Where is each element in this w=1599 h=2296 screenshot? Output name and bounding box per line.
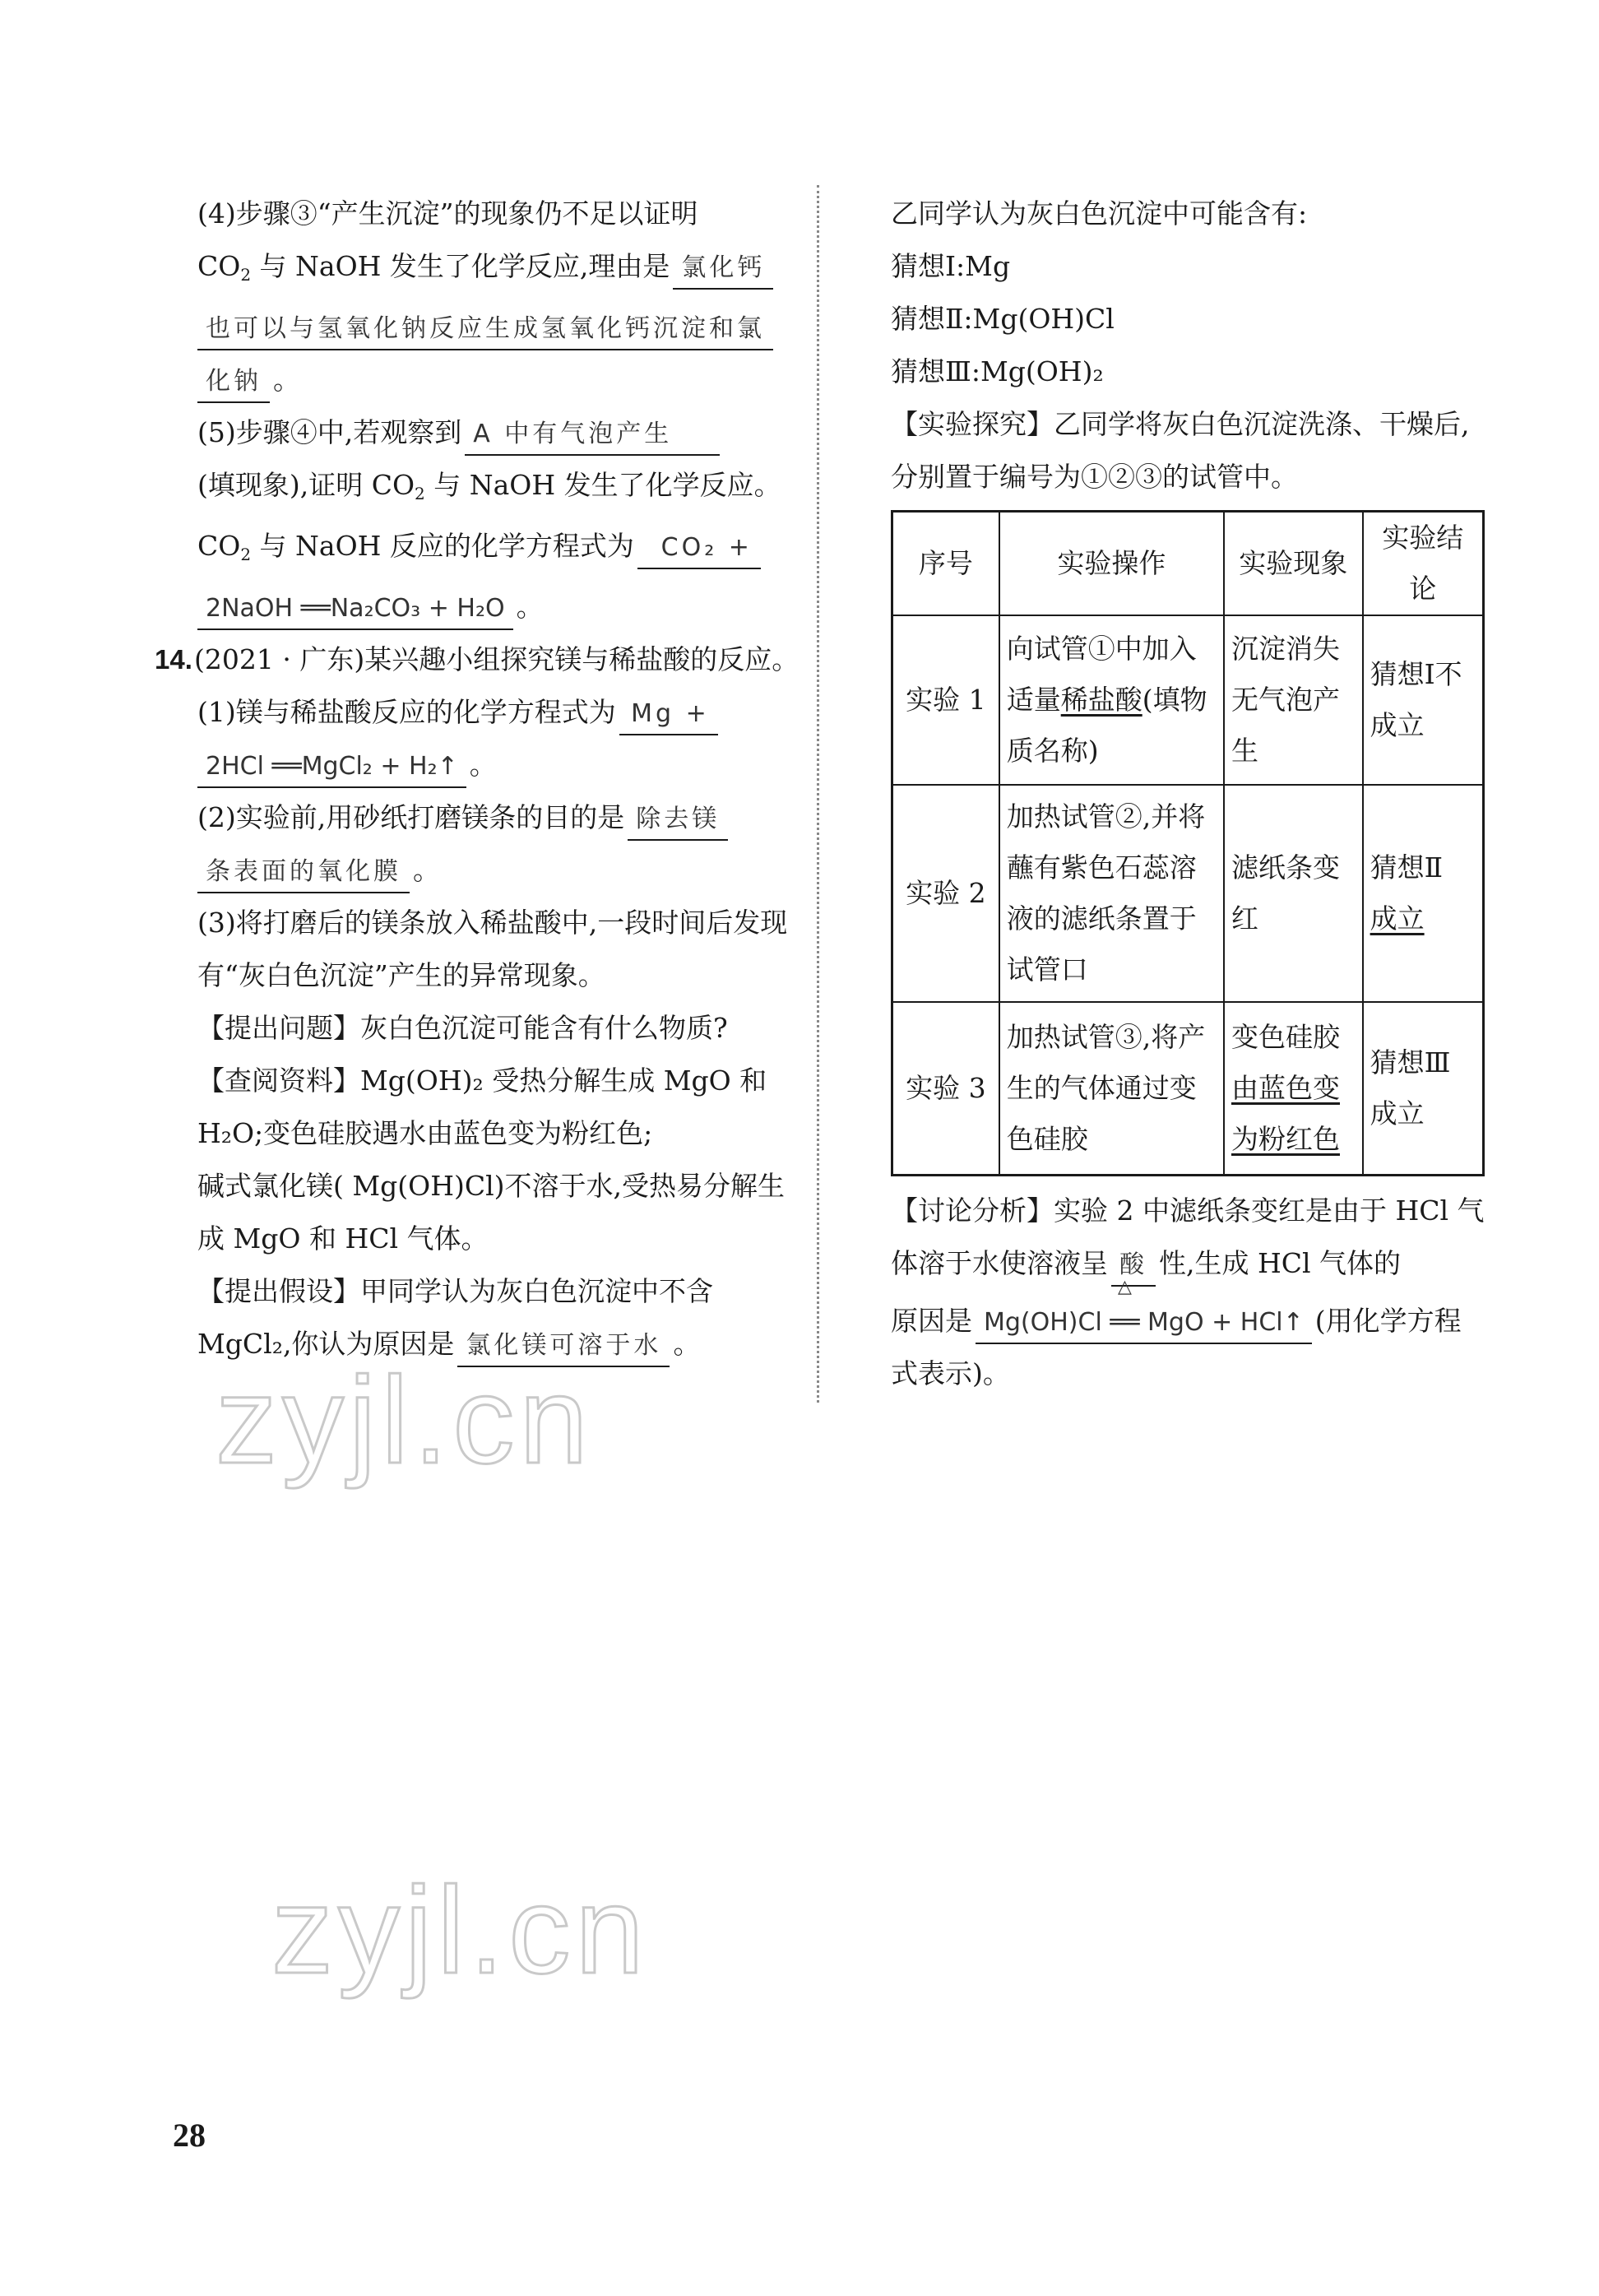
q4-answer: 氯化钙: [673, 248, 773, 290]
left-column: (4)步骤③“产生沉淀”的现象仍不足以证明 $CO_2$ 与 NaOH 发生了化学反应,理由是 氯化钙 也可以与氢氧化钠反应生成氢氧化钙沉淀和氯 化钠 。 (5)步骤④中,若观察到 A 中有气泡产生 (填现象),证明 $CO_2$ 与 NaOH 发生了化学反应。 $CO_2$ 与 NaOH 反应的化学方程式为 CO₂ + 2NaOH ══Na₂CO₃ + H₂O 。 14.(2021 · 广东)某兴趣小组探究镁与稀盐酸的反应。 (1)镁与稀盐酸反应的化学方程式为 Mg + 2HCl ══MgCl₂ + H₂↑ 。 (2)实验前,用砂纸打磨镁条的目的是 除去镁 条表面的氧化膜 。 (3)将打磨后的镁条放入稀盐酸中,一段时间后发现有“灰白色沉淀”产生的异常现象。 【提出问题】灰白色沉淀可能含有什么物质? 【查阅资料】Mg(OH)₂ 受热分解生成 MgO 和 H₂O;变色硅胶遇水由蓝色变为粉红色; 碱式氯化镁( Mg(OH)Cl)不溶于水,受热易分解生成 MgO 和 HCl 气体。 【提出假设】甲同学认为灰白色沉淀中不含 MgCl₂,你认为原因是 氯化镁可溶于水 。: [197, 188, 800, 1371]
table-row: 实验 1 向试管①中加入适量稀盐酸(填物质名称) 沉淀消失无气泡产生 猜想Ⅰ不成立: [892, 615, 1484, 785]
q4-line1: (4)步骤③“产生沉淀”的现象仍不足以证明: [197, 197, 698, 230]
discussion: 【讨论分析】实验 2 中滤纸条变红是由于 HCl 气体溶于水使溶液呈 酸 性,生成 HCl 气体的: [891, 1185, 1485, 1290]
problem: 【提出问题】灰白色沉淀可能含有什么物质?: [197, 1012, 728, 1044]
watermark: zyjl.cn: [271, 1861, 649, 1999]
q5-line1: (5)步骤④中,若观察到 A 中有气泡产生: [197, 406, 800, 459]
q5-answer: A 中有气泡产生: [465, 415, 720, 456]
guess-1: 猜想Ⅰ:Mg: [891, 250, 1011, 282]
q4-line2: $CO_2$ 与 NaOH 发生了化学反应,理由是 氯化钙: [197, 240, 800, 301]
guess-3: 猜想Ⅲ:Mg(OH)₂: [891, 355, 1104, 387]
reference-2: 碱式氯化镁( Mg(OH)Cl)不溶于水,受热易分解生成 MgO 和 HCl 气体。: [197, 1170, 786, 1255]
right-column: 乙同学认为灰白色沉淀中可能含有: 猜想Ⅰ:Mg 猜想Ⅱ:Mg(OH)Cl 猜想Ⅲ:Mg(OH)₂ 【实验探究】乙同学将灰白色沉淀洗涤、干燥后,分别置于编号为①②③的试管中。 序号 实验操作 实验现象 实验结论 实验 1 向试管①中加入适量稀盐酸(填物质名称) 沉淀消失无气泡产生 猜想Ⅰ不成立 实验 2 加热试管②,并将蘸有紫色石蕊溶液的滤纸条置于试管口 滤纸条变红 猜想Ⅱ 成立 实验 3 加热试管③,将产生的气体通过变色硅胶 变色硅胶 由蓝色变为粉红色 猜想Ⅲ成立 【讨论分析】实验 2 中滤纸条变红是由于 HCl 气体溶于水使溶液呈 酸 性,生成 HCl 气体的 原因是 Mg(OH)Cl △ ══ MgO + HCl↑ (用化学方程式表示)。: [891, 197, 1485, 1389]
page-number: 28: [173, 2117, 206, 2154]
explore: 【实验探究】乙同学将灰白色沉淀洗涤、干燥后,分别置于编号为①②③的试管中。: [891, 408, 1470, 493]
table-row: 实验 3 加热试管③,将产生的气体通过变色硅胶 变色硅胶 由蓝色变为粉红色 猜想Ⅲ成立: [892, 1002, 1484, 1175]
q14-3: (3)将打磨后的镁条放入稀盐酸中,一段时间后发现有“灰白色沉淀”产生的异常现象。: [197, 907, 788, 991]
column-divider: [817, 185, 819, 1403]
q14-title: 14.(2021 · 广东)某兴趣小组探究镁与稀盐酸的反应。: [155, 643, 800, 675]
guess-2: 猜想Ⅱ:Mg(OH)Cl: [891, 303, 1115, 335]
reference-1: 【查阅资料】Mg(OH)₂ 受热分解生成 MgO 和 H₂O;变色硅胶遇水由蓝色变为粉红色;: [197, 1065, 767, 1149]
q14-1-answer: 2HCl ══MgCl₂ + H₂↑: [197, 747, 466, 788]
watermark: zyjl.cn: [216, 1351, 593, 1489]
discussion-answer-acid: 酸: [1111, 1245, 1156, 1287]
hypothesis-answer: 氯化镁可溶于水: [457, 1326, 670, 1367]
q5-equation-a: CO₂ +: [637, 528, 761, 569]
hypothesis: 【提出假设】甲同学认为灰白色沉淀中不含 MgCl₂,你认为原因是 氯化镁可溶于水 。: [197, 1265, 800, 1371]
table-row: 实验 2 加热试管②,并将蘸有紫色石蕊溶液的滤纸条置于试管口 滤纸条变红 猜想Ⅱ 成立: [892, 785, 1484, 1002]
table-header: 序号 实验操作 实验现象 实验结论: [892, 512, 1484, 616]
discussion-equation: Mg(OH)Cl △ ══ MgO + HCl↑: [976, 1303, 1312, 1344]
q14-2-answer: 条表面的氧化膜: [197, 852, 410, 893]
q5-equation-b: 2NaOH ══Na₂CO₃ + H₂O: [197, 589, 513, 630]
experiment-table: [891, 510, 1485, 1176]
